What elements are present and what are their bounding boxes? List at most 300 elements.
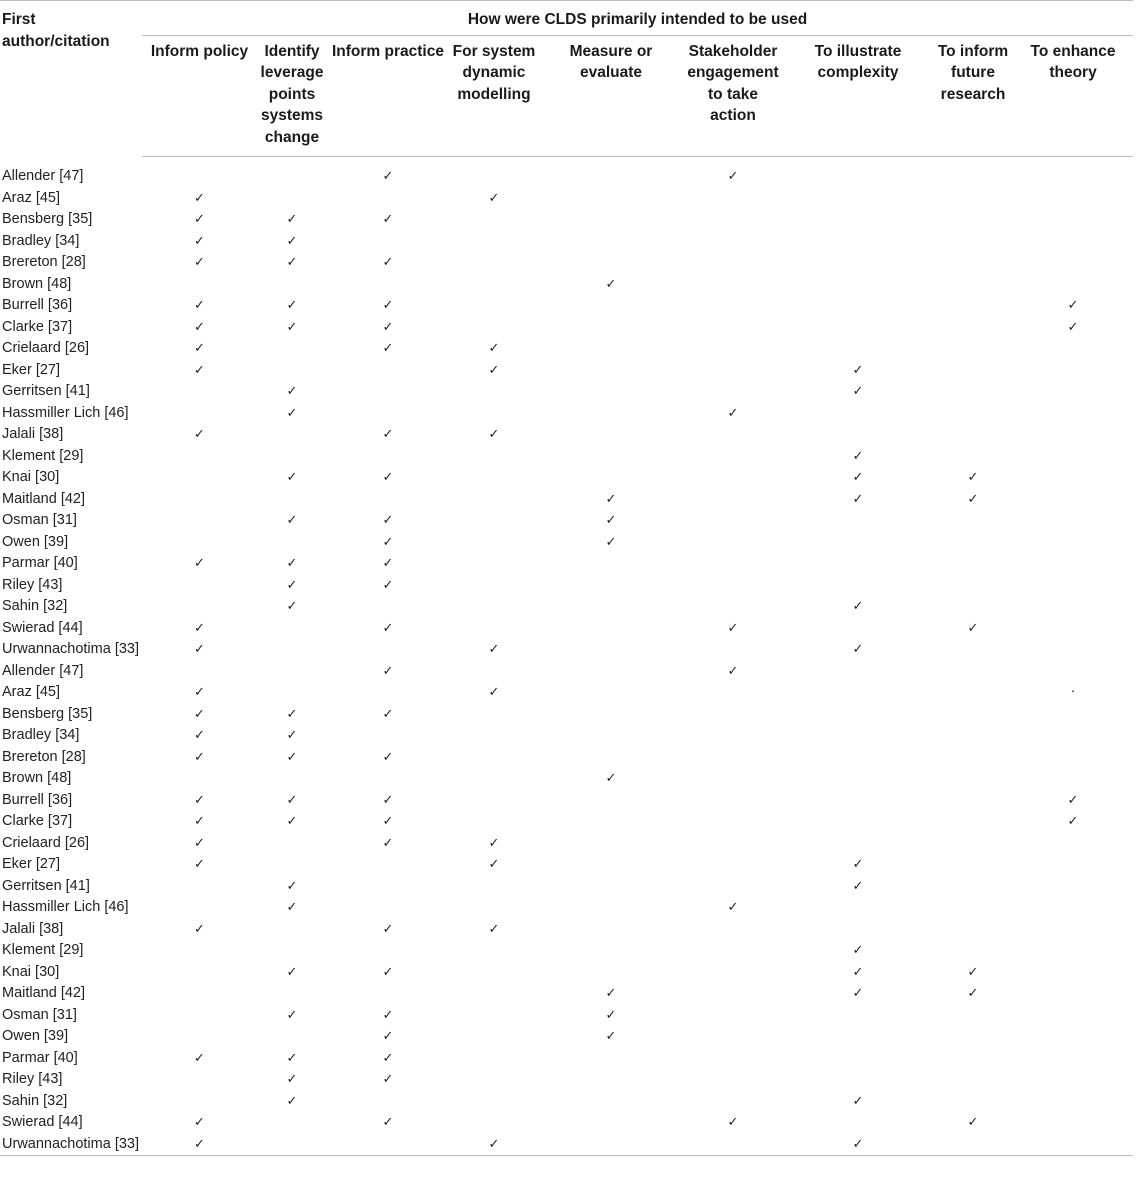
usage-mark-cell — [257, 157, 327, 188]
usage-mark-cell — [683, 661, 783, 683]
usage-mark-cell — [539, 1026, 683, 1048]
usage-mark-cell — [327, 188, 449, 210]
usage-mark-cell — [539, 317, 683, 339]
usage-mark-cell — [783, 575, 933, 597]
usage-mark-cell — [683, 532, 783, 554]
check-mark-icon: ✓ — [967, 1115, 979, 1130]
usage-mark-cell — [783, 381, 933, 403]
usage-mark-cell — [539, 467, 683, 489]
table-row — [0, 446, 1133, 468]
usage-mark-cell — [327, 274, 449, 296]
table-row — [0, 897, 1133, 919]
usage-mark-cell — [142, 338, 257, 360]
table-row — [0, 360, 1133, 382]
usage-mark-cell — [142, 854, 257, 876]
usage-mark-cell — [683, 897, 783, 919]
usage-mark-cell — [327, 510, 449, 532]
usage-mark-cell — [683, 1005, 783, 1027]
usage-mark-cell — [449, 919, 539, 941]
usage-mark-cell — [933, 403, 1013, 425]
usage-mark-cell — [142, 725, 257, 747]
usage-mark-cell — [783, 338, 933, 360]
usage-mark-cell — [327, 962, 449, 984]
usage-mark-cell — [683, 876, 783, 898]
usage-mark-cell — [933, 940, 1013, 962]
usage-mark-cell — [683, 553, 783, 575]
usage-mark-cell — [539, 1134, 683, 1156]
usage-mark-cell — [257, 209, 327, 231]
usage-mark-cell — [449, 252, 539, 274]
check-mark-icon: ✓ — [488, 190, 500, 206]
usage-mark-cell — [449, 1005, 539, 1027]
usage-mark-cell — [783, 790, 933, 812]
usage-mark-cell — [1013, 790, 1133, 812]
author-citation-cell: Owen [39] — [2, 1028, 69, 1044]
usage-mark-cell — [257, 467, 327, 489]
table-row — [0, 467, 1133, 489]
usage-mark-cell — [257, 876, 327, 898]
usage-mark-cell — [327, 446, 449, 468]
check-mark-icon: ✓ — [382, 964, 394, 980]
table-row — [0, 489, 1133, 511]
usage-mark-cell — [683, 489, 783, 511]
table-row — [0, 1048, 1133, 1070]
usage-mark-cell — [683, 252, 783, 274]
usage-mark-cell — [142, 1048, 257, 1070]
check-mark-icon: ✓ — [194, 642, 205, 657]
check-mark-icon: ✓ — [852, 448, 864, 464]
usage-mark-cell — [1013, 661, 1133, 683]
usage-mark-cell — [933, 274, 1013, 296]
table-body — [0, 157, 1133, 1156]
check-mark-icon: ✓ — [194, 685, 205, 700]
usage-mark-cell — [539, 209, 683, 231]
check-mark-icon: ✓ — [194, 556, 205, 571]
usage-mark-cell — [783, 768, 933, 790]
table-row — [0, 553, 1133, 575]
check-mark-icon: ✓ — [382, 1072, 394, 1087]
table-row — [0, 424, 1133, 446]
table-row — [0, 833, 1133, 855]
usage-mark-cell — [783, 446, 933, 468]
usage-mark-cell — [1013, 360, 1133, 382]
usage-mark-cell — [449, 381, 539, 403]
usage-mark-cell — [683, 424, 783, 446]
check-mark-icon: ✓ — [967, 986, 979, 1001]
author-citation-cell: Jalali [38] — [2, 920, 64, 937]
usage-mark-cell — [933, 618, 1013, 640]
usage-mark-cell — [327, 553, 449, 575]
usage-mark-cell — [142, 596, 257, 618]
usage-mark-cell — [683, 1026, 783, 1048]
column-header: For system dynamic modelling — [449, 35, 539, 157]
usage-mark-cell — [933, 209, 1013, 231]
author-citation-cell: Clarke [37] — [2, 318, 73, 335]
usage-mark-cell — [327, 596, 449, 618]
usage-mark-cell — [783, 854, 933, 876]
usage-mark-cell — [683, 295, 783, 317]
usage-mark-cell — [683, 682, 783, 704]
usage-mark-cell — [449, 467, 539, 489]
check-mark-icon: ✓ — [382, 1029, 394, 1044]
check-mark-icon: ✓ — [194, 319, 205, 335]
check-mark-icon: ✓ — [727, 620, 739, 636]
usage-mark-cell — [327, 833, 449, 855]
usage-mark-cell — [783, 188, 933, 210]
usage-mark-cell — [257, 661, 327, 683]
table-row — [0, 1112, 1133, 1134]
usage-mark-cell — [683, 704, 783, 726]
usage-mark-cell — [1013, 833, 1133, 855]
usage-mark-cell — [257, 919, 327, 941]
usage-mark-cell — [783, 252, 933, 274]
table-row — [0, 317, 1133, 339]
author-citation-cell: Brown [48] — [2, 275, 72, 292]
usage-mark-cell — [257, 295, 327, 317]
check-mark-icon: ✓ — [852, 470, 864, 485]
usage-mark-cell — [933, 252, 1013, 274]
usage-mark-cell — [783, 1069, 933, 1091]
author-citation-cell: Araz [45] — [2, 684, 61, 700]
usage-mark-cell — [539, 682, 683, 704]
table-row — [0, 725, 1133, 747]
usage-mark-cell — [1013, 1069, 1133, 1091]
check-mark-icon: ✓ — [382, 427, 394, 442]
check-mark-icon: ✓ — [194, 814, 205, 829]
check-mark-icon: ✓ — [852, 362, 864, 378]
usage-mark-cell — [327, 424, 449, 446]
table-row — [0, 403, 1133, 425]
check-mark-icon: ✓ — [382, 212, 394, 227]
check-mark-icon: ✓ — [382, 577, 394, 593]
usage-mark-cell — [933, 317, 1013, 339]
table-row — [0, 231, 1133, 253]
usage-mark-cell — [539, 424, 683, 446]
table-row — [0, 1026, 1133, 1048]
usage-mark-cell — [539, 231, 683, 253]
usage-mark-cell — [683, 231, 783, 253]
usage-mark-cell — [683, 983, 783, 1005]
check-mark-icon: ✓ — [488, 835, 500, 851]
table-row — [0, 209, 1133, 231]
check-mark-icon: ✓ — [194, 212, 205, 227]
check-mark-icon: ✓ — [382, 556, 394, 571]
check-mark-icon: ✓ — [967, 470, 979, 485]
usage-mark-cell — [257, 1112, 327, 1134]
check-mark-icon: ✓ — [382, 921, 394, 937]
usage-mark-cell — [1013, 1048, 1133, 1070]
table-row — [0, 1069, 1133, 1091]
usage-mark-cell — [327, 704, 449, 726]
usage-mark-cell — [142, 983, 257, 1005]
usage-mark-cell — [683, 274, 783, 296]
usage-mark-cell — [539, 157, 683, 188]
usage-mark-cell — [142, 231, 257, 253]
usage-mark-cell — [142, 661, 257, 683]
author-citation-cell: Klement [29] — [2, 942, 84, 958]
author-citation-cell: Klement [29] — [2, 447, 84, 464]
usage-mark-cell — [539, 790, 683, 812]
usage-mark-cell — [683, 1134, 783, 1156]
usage-mark-cell — [327, 768, 449, 790]
usage-mark-cell — [1013, 854, 1133, 876]
author-citation-cell: Burrell [36] — [2, 297, 73, 313]
usage-mark-cell — [142, 317, 257, 339]
check-mark-icon: ✓ — [286, 749, 298, 765]
table-row — [0, 940, 1133, 962]
check-mark-icon: ✓ — [194, 233, 205, 249]
usage-mark-cell — [327, 725, 449, 747]
usage-mark-cell — [257, 510, 327, 532]
usage-mark-cell — [449, 1048, 539, 1070]
usage-mark-cell — [683, 811, 783, 833]
usage-mark-cell — [783, 618, 933, 640]
usage-mark-cell — [449, 661, 539, 683]
usage-mark-cell — [449, 876, 539, 898]
usage-mark-cell — [449, 639, 539, 661]
usage-mark-cell — [1013, 274, 1133, 296]
table-row — [0, 157, 1133, 188]
usage-mark-cell — [683, 381, 783, 403]
usage-mark-cell — [142, 1005, 257, 1027]
check-mark-icon: ✓ — [852, 642, 864, 657]
check-mark-icon: ✓ — [852, 384, 864, 399]
check-mark-icon: ✓ — [286, 405, 298, 421]
usage-mark-cell — [1013, 295, 1133, 317]
usage-mark-cell — [783, 360, 933, 382]
author-citation-cell: Gerritsen [41] — [2, 383, 90, 399]
usage-mark-cell — [327, 897, 449, 919]
usage-mark-cell — [327, 1112, 449, 1134]
usage-mark-cell — [539, 725, 683, 747]
table-row — [0, 983, 1133, 1005]
usage-mark-cell — [933, 295, 1013, 317]
check-mark-icon: ✓ — [1067, 298, 1079, 313]
usage-mark-cell — [1013, 209, 1133, 231]
table-row — [0, 252, 1133, 274]
check-mark-icon: ✓ — [967, 491, 979, 507]
usage-mark-cell — [683, 360, 783, 382]
usage-mark-cell — [783, 553, 933, 575]
usage-mark-cell — [933, 1005, 1013, 1027]
usage-mark-cell — [933, 704, 1013, 726]
table-header — [0, 1, 1133, 157]
column-header: To illustrate complexity — [783, 35, 933, 157]
usage-mark-cell — [449, 1091, 539, 1113]
usage-mark-cell — [257, 983, 327, 1005]
author-citation-cell: Maitland [42] — [2, 490, 86, 507]
check-mark-icon: ✓ — [286, 233, 298, 249]
table-row — [0, 510, 1133, 532]
usage-mark-cell — [257, 553, 327, 575]
usage-mark-cell — [783, 1048, 933, 1070]
usage-mark-cell — [257, 811, 327, 833]
table-row — [0, 596, 1133, 618]
check-mark-icon: ✓ — [727, 663, 739, 679]
author-citation-cell: Brown [48] — [2, 770, 72, 786]
author-citation-cell: Urwannachotima [33] — [2, 641, 140, 657]
usage-mark-cell — [257, 704, 327, 726]
check-mark-icon: ✓ — [286, 706, 298, 722]
usage-mark-cell — [257, 1069, 327, 1091]
table-row — [0, 962, 1133, 984]
usage-mark-cell — [142, 919, 257, 941]
usage-mark-cell — [449, 811, 539, 833]
usage-mark-cell — [142, 962, 257, 984]
usage-mark-cell — [449, 510, 539, 532]
usage-mark-cell — [933, 876, 1013, 898]
usage-mark-cell — [783, 704, 933, 726]
author-citation-cell: Eker [27] — [2, 361, 61, 378]
usage-mark-cell — [783, 639, 933, 661]
usage-mark-cell — [683, 575, 783, 597]
check-mark-icon: ✓ — [286, 728, 298, 743]
usage-mark-cell — [1013, 1091, 1133, 1113]
usage-mark-cell — [539, 338, 683, 360]
check-mark-icon: ✓ — [727, 169, 739, 184]
usage-mark-cell — [449, 940, 539, 962]
table-row — [0, 811, 1133, 833]
usage-mark-cell — [783, 1005, 933, 1027]
usage-mark-cell — [933, 596, 1013, 618]
usage-mark-cell — [783, 489, 933, 511]
usage-mark-cell — [933, 157, 1013, 188]
check-mark-icon: ✓ — [382, 620, 394, 636]
usage-mark-cell — [142, 424, 257, 446]
usage-mark-cell — [257, 274, 327, 296]
check-mark-icon: ✓ — [382, 1007, 394, 1023]
usage-mark-cell — [539, 532, 683, 554]
usage-mark-cell — [539, 274, 683, 296]
check-mark-icon: ✓ — [605, 534, 617, 550]
usage-mark-cell — [449, 725, 539, 747]
check-mark-icon: ✓ — [286, 298, 298, 313]
usage-mark-cell — [327, 639, 449, 661]
usage-mark-cell — [539, 897, 683, 919]
usage-mark-cell — [539, 403, 683, 425]
usage-mark-cell — [933, 919, 1013, 941]
usage-mark-cell — [257, 962, 327, 984]
usage-mark-cell — [539, 940, 683, 962]
usage-mark-cell — [257, 596, 327, 618]
usage-mark-cell — [1013, 639, 1133, 661]
usage-mark-cell — [539, 854, 683, 876]
usage-mark-cell — [449, 897, 539, 919]
usage-mark-cell — [257, 446, 327, 468]
usage-mark-cell — [1013, 747, 1133, 769]
usage-mark-cell — [683, 768, 783, 790]
usage-mark-cell — [449, 489, 539, 511]
usage-mark-cell — [539, 553, 683, 575]
check-mark-icon: ✓ — [286, 814, 298, 829]
table-row — [0, 532, 1133, 554]
usage-mark-cell — [783, 919, 933, 941]
usage-mark-cell — [933, 811, 1013, 833]
check-mark-icon: ✓ — [727, 405, 739, 421]
usage-mark-cell — [449, 833, 539, 855]
usage-mark-cell — [783, 467, 933, 489]
usage-mark-cell — [783, 1026, 933, 1048]
usage-mark-cell — [933, 897, 1013, 919]
usage-mark-cell — [539, 618, 683, 640]
usage-mark-cell — [783, 317, 933, 339]
usage-mark-cell — [783, 897, 933, 919]
check-mark-icon: ✓ — [852, 986, 864, 1001]
check-mark-icon: ✓ — [286, 599, 298, 614]
usage-mark-cell — [257, 747, 327, 769]
table-row — [0, 381, 1133, 403]
author-citation-cell: Swierad [44] — [2, 1114, 83, 1130]
first-author-header: First author/citation — [0, 1, 142, 157]
usage-mark-cell — [327, 403, 449, 425]
check-mark-icon: ✓ — [488, 1136, 500, 1152]
usage-mark-cell — [783, 424, 933, 446]
usage-mark-cell — [449, 446, 539, 468]
usage-mark-cell — [257, 833, 327, 855]
usage-mark-cell — [539, 446, 683, 468]
usage-mark-cell — [783, 962, 933, 984]
usage-mark-cell — [1013, 338, 1133, 360]
usage-mark-cell — [539, 489, 683, 511]
usage-mark-cell — [449, 553, 539, 575]
check-mark-icon: ✓ — [286, 255, 298, 270]
check-mark-icon: ✓ — [194, 728, 205, 743]
usage-mark-cell — [1013, 725, 1133, 747]
usage-mark-cell — [327, 682, 449, 704]
author-citation-cell: Knai [30] — [2, 963, 60, 980]
check-mark-icon: ✓ — [194, 835, 205, 851]
usage-mark-cell — [449, 768, 539, 790]
author-citation-cell: Clarke [37] — [2, 813, 73, 829]
table-row — [0, 1005, 1133, 1027]
usage-mark-cell — [933, 1091, 1013, 1113]
usage-mark-cell — [539, 919, 683, 941]
check-mark-icon: ✓ — [194, 792, 205, 808]
usage-mark-cell — [683, 790, 783, 812]
usage-mark-cell — [327, 489, 449, 511]
author-citation-cell: Crielaard [26] — [2, 834, 90, 851]
usage-mark-cell — [449, 424, 539, 446]
usage-mark-cell — [257, 532, 327, 554]
author-citation-cell: Allender [47] — [2, 167, 84, 184]
usage-mark-cell — [783, 876, 933, 898]
table-row — [0, 274, 1133, 296]
usage-mark-cell — [539, 295, 683, 317]
check-mark-icon: ✓ — [382, 255, 394, 270]
usage-mark-cell — [449, 360, 539, 382]
usage-mark-cell — [142, 747, 257, 769]
usage-mark-cell — [142, 553, 257, 575]
usage-mark-cell — [327, 231, 449, 253]
usage-mark-cell — [933, 510, 1013, 532]
usage-mark-cell — [933, 747, 1013, 769]
check-mark-icon: ✓ — [382, 298, 394, 313]
usage-mark-cell — [257, 338, 327, 360]
usage-mark-cell — [1013, 596, 1133, 618]
usage-mark-cell — [683, 510, 783, 532]
usage-mark-cell — [933, 1026, 1013, 1048]
usage-mark-cell — [327, 661, 449, 683]
usage-mark-cell — [327, 811, 449, 833]
usage-mark-cell — [539, 252, 683, 274]
check-mark-icon: ✓ — [727, 900, 739, 915]
usage-mark-cell — [142, 295, 257, 317]
usage-mark-cell — [933, 532, 1013, 554]
usage-mark-cell — [327, 338, 449, 360]
usage-mark-cell — [539, 188, 683, 210]
usage-mark-cell — [327, 1091, 449, 1113]
check-mark-icon: ✓ — [382, 534, 394, 550]
